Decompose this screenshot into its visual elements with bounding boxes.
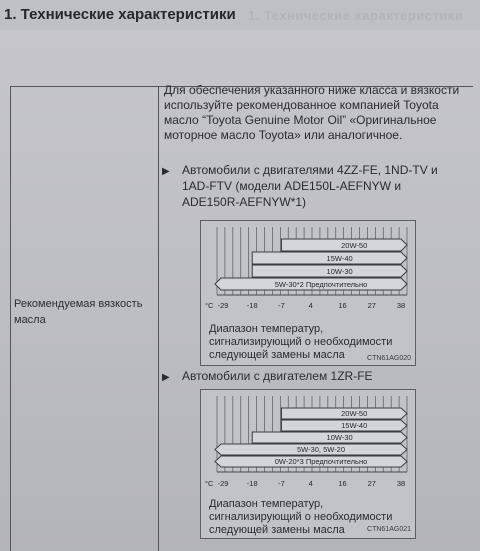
temperature-tick-label: -29: [217, 301, 229, 310]
chart-2-code: CTN61AG021: [367, 526, 411, 533]
viscosity-chart-1: [200, 220, 416, 366]
chart-1-code: CTN61AG020: [367, 355, 411, 362]
temperature-tick-label: -29: [217, 479, 229, 488]
temperature-tick-label: 16: [338, 301, 347, 310]
temperature-tick-label: -18: [246, 479, 258, 488]
page-header: [0, 0, 480, 30]
viscosity-range-label: 15W-40: [326, 254, 353, 263]
temperature-tick-label: -7: [278, 479, 285, 488]
viscosity-chart-1-plot: [201, 221, 415, 321]
temperature-unit-label: °C: [205, 301, 214, 310]
triangle-bullet-icon: ▶: [162, 166, 170, 177]
temperature-tick-label: 27: [367, 479, 376, 488]
viscosity-range-label: 0W-20*3 Предпочтительно: [274, 457, 368, 466]
chart-2-caption: Диапазон температур, сигнализирующий о необходимости следующей замены масла: [209, 498, 393, 536]
engine-group-1-text: Автомобили с двигателями 4ZZ-FE, 1ND-TV и 1AD-FTV (модели ADE150L-AEFNYW и ADE150R-AEFNYW*1): [182, 163, 438, 209]
viscosity-range-label: 5W-30, 5W-20: [296, 445, 346, 454]
temperature-tick-label: 38: [396, 479, 406, 488]
viscosity-range-label: 20W-50: [341, 241, 368, 250]
oil-intro-text: Для обеспечения указанного ниже класса и вязкости используйте рекомендованное компанией Toyota масло “Toyota Genuine Motor Oil” «Оригинальное моторное масло Toyota» или аналогичное.: [164, 83, 460, 142]
viscosity-range-label: 20W-50: [341, 409, 368, 418]
viscosity-range-label: 10W-30: [326, 267, 353, 276]
engine-group-1: [162, 162, 438, 209]
temperature-tick-label: -7: [278, 301, 285, 310]
temperature-tick-label: 38: [396, 301, 406, 310]
temperature-tick-label: 27: [367, 301, 376, 310]
viscosity-chart-2-plot: [201, 390, 415, 498]
viscosity-chart-2: [200, 389, 416, 539]
spec-table-label-column: [10, 86, 159, 551]
section-title: 1. Технические характеристики: [4, 6, 236, 23]
viscosity-range-label: 5W-30*2 Предпочтительно: [274, 280, 368, 289]
temperature-unit-label: °C: [205, 479, 214, 488]
temperature-tick-label: -18: [246, 301, 258, 310]
recommended-viscosity-label: Рекомендуемая вязкость масла: [14, 298, 143, 326]
engine-group-2-text: Автомобили с двигателем 1ZR-FE: [182, 369, 373, 383]
ghost-title-bleedthrough: 1. Технические характеристики: [248, 8, 464, 23]
chart-1-caption: Диапазон температур, сигнализирующий о необходимости следующей замены масла: [209, 323, 393, 361]
triangle-bullet-icon: ▶: [162, 372, 170, 383]
viscosity-range-label: 15W-40: [341, 421, 368, 430]
temperature-tick-label: 4: [308, 479, 313, 488]
temperature-tick-label: 16: [338, 479, 347, 488]
engine-group-2: [162, 368, 373, 386]
temperature-tick-label: 4: [308, 301, 313, 310]
viscosity-range-label: 10W-30: [326, 433, 353, 442]
